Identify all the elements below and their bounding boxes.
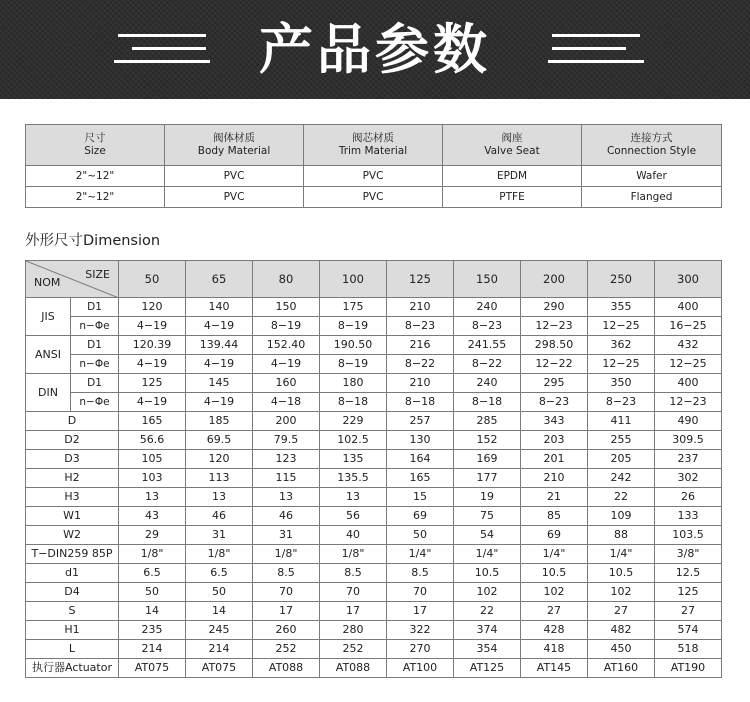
dimension-cell: 164 (387, 450, 454, 469)
dimension-cell: 4−19 (119, 355, 186, 374)
dimension-cell: 43 (119, 507, 186, 526)
dimension-cell: 102 (454, 583, 521, 602)
size-header-cell: 300 (655, 261, 722, 298)
dimension-row-label: D4 (26, 583, 119, 602)
dimension-cell: 120 (119, 298, 186, 317)
dimension-cell: 8−19 (320, 355, 387, 374)
dimension-cell: 8−22 (387, 355, 454, 374)
dimension-cell: 8.5 (253, 564, 320, 583)
dimension-cell: 210 (387, 298, 454, 317)
dimension-cell: 235 (119, 621, 186, 640)
dimension-cell: 4−19 (186, 393, 253, 412)
dimension-cell: 4−18 (253, 393, 320, 412)
dimension-cell: 31 (253, 526, 320, 545)
dimension-cell: 245 (186, 621, 253, 640)
dimension-cell: 210 (521, 469, 588, 488)
dimension-row-label: H2 (26, 469, 119, 488)
dimension-cell: 216 (387, 336, 454, 355)
dimension-row (26, 659, 722, 678)
dimension-cell: 175 (320, 298, 387, 317)
dimension-cell: 10.5 (454, 564, 521, 583)
dimension-cell: 200 (253, 412, 320, 431)
size-header-cell: 100 (320, 261, 387, 298)
dimension-cell: 139.44 (186, 336, 253, 355)
dimension-cell: 27 (655, 602, 722, 621)
dimension-cell: 1/4" (387, 545, 454, 564)
dimension-cell: 140 (186, 298, 253, 317)
dimension-cell: 240 (454, 374, 521, 393)
dimension-cell: 242 (588, 469, 655, 488)
dimension-row (26, 336, 722, 355)
dimension-cell: 102 (521, 583, 588, 602)
dimension-cell: 19 (454, 488, 521, 507)
dimension-cell: 343 (521, 412, 588, 431)
dimension-cell: 1/8" (253, 545, 320, 564)
dimension-cell: 113 (186, 469, 253, 488)
dimension-table (25, 260, 722, 678)
header-banner (0, 0, 750, 99)
material-cell: PVC (304, 166, 443, 187)
dimension-cell: 201 (521, 450, 588, 469)
size-header-cell: 50 (119, 261, 186, 298)
dimension-cell: 260 (253, 621, 320, 640)
dimension-row (26, 564, 722, 583)
dimension-cell: 518 (655, 640, 722, 659)
dimension-row-label: S (26, 602, 119, 621)
material-header-row (26, 125, 722, 166)
material-table (25, 124, 722, 208)
dimension-row (26, 621, 722, 640)
material-header-cell (26, 125, 165, 166)
dimension-row (26, 317, 722, 336)
dimension-cell: 85 (521, 507, 588, 526)
dimension-cell: 252 (253, 640, 320, 659)
dimension-cell: 12−23 (521, 317, 588, 336)
dimension-cell: 203 (521, 431, 588, 450)
dimension-cell: 12−25 (588, 317, 655, 336)
dimension-cell: 4−19 (119, 317, 186, 336)
material-header-cell (582, 125, 722, 166)
dimension-cell: 103.5 (655, 526, 722, 545)
dimension-cell: 13 (119, 488, 186, 507)
dimension-cell: 252 (320, 640, 387, 659)
dimension-cell: 8−23 (521, 393, 588, 412)
dimension-cell: 400 (655, 298, 722, 317)
header-label-zh: 尺寸 (84, 132, 106, 144)
dimension-cell: 4−19 (186, 317, 253, 336)
dimension-cell: AT088 (253, 659, 320, 678)
dimension-cell: 229 (320, 412, 387, 431)
dimension-row (26, 374, 722, 393)
size-header-cell: 200 (521, 261, 588, 298)
dimension-cell: 12−25 (588, 355, 655, 374)
dimension-cell: 70 (320, 583, 387, 602)
dimension-cell: 169 (454, 450, 521, 469)
dimension-cell: 237 (655, 450, 722, 469)
dimension-cell: 12−23 (655, 393, 722, 412)
dimension-row (26, 298, 722, 317)
dimension-cell: 13 (253, 488, 320, 507)
dimension-cell: 1/8" (186, 545, 253, 564)
standard-group-label: JIS (26, 298, 71, 336)
dimension-cell: 152 (454, 431, 521, 450)
dimension-cell: 12−25 (655, 355, 722, 374)
size-nom-corner-cell (26, 261, 119, 298)
dimension-row-label: D (26, 412, 119, 431)
dimension-cell: 8−18 (387, 393, 454, 412)
dimension-cell: 69 (521, 526, 588, 545)
dimension-cell: 120 (186, 450, 253, 469)
dimension-cell: 69 (387, 507, 454, 526)
dimension-cell: 177 (454, 469, 521, 488)
dimension-cell: AT088 (320, 659, 387, 678)
dimension-cell: 8.5 (320, 564, 387, 583)
dimension-row-label: D1 (71, 336, 119, 355)
corner-nom-label: NOM (34, 276, 61, 289)
dimension-cell: 88 (588, 526, 655, 545)
dimension-cell: 214 (186, 640, 253, 659)
dimension-cell: 50 (387, 526, 454, 545)
dimension-cell: 4−19 (253, 355, 320, 374)
dimension-cell: 241.55 (454, 336, 521, 355)
dimension-cell: 240 (454, 298, 521, 317)
dimension-cell: 8−22 (454, 355, 521, 374)
dimension-cell: 354 (454, 640, 521, 659)
dimension-row (26, 469, 722, 488)
dimension-cell: 1/4" (588, 545, 655, 564)
dimension-cell: 56 (320, 507, 387, 526)
header-label-en: Body Material (197, 145, 271, 157)
dimension-cell: 27 (521, 602, 588, 621)
dimension-cell: 1/8" (320, 545, 387, 564)
dimension-cell: 400 (655, 374, 722, 393)
dimension-cell: 17 (320, 602, 387, 621)
dimension-cell: 185 (186, 412, 253, 431)
dimension-row-label: n−Φe (71, 393, 119, 412)
dimension-row-label: d1 (26, 564, 119, 583)
header-label-en: Connection Style (606, 145, 697, 157)
dimension-row (26, 602, 722, 621)
dimension-cell: 75 (454, 507, 521, 526)
dimension-cell: 6.5 (119, 564, 186, 583)
dimension-cell: AT075 (186, 659, 253, 678)
material-cell: 2"~12" (26, 187, 165, 208)
dimension-row-label: W1 (26, 507, 119, 526)
dimension-row (26, 488, 722, 507)
page-title: 产品参数 (259, 18, 491, 81)
dimension-cell: 362 (588, 336, 655, 355)
dimension-cell: 8−19 (253, 317, 320, 336)
dimension-row (26, 450, 722, 469)
dimension-row-label: D1 (71, 374, 119, 393)
dimension-cell: 322 (387, 621, 454, 640)
dimension-cell: AT075 (119, 659, 186, 678)
dimension-cell: 17 (253, 602, 320, 621)
dimension-cell: 152.40 (253, 336, 320, 355)
dimension-title: 外形尺寸Dimension (25, 233, 161, 249)
dimension-cell: AT100 (387, 659, 454, 678)
dimension-cell: 165 (387, 469, 454, 488)
dimension-cell: 1/4" (521, 545, 588, 564)
dimension-header-row (26, 261, 722, 298)
dimension-row-label: D1 (71, 298, 119, 317)
dimension-cell: 8−18 (454, 393, 521, 412)
dimension-cell: 302 (655, 469, 722, 488)
dimension-cell: 14 (186, 602, 253, 621)
corner-size-label: SIZE (85, 268, 110, 281)
standard-group-label: ANSI (26, 336, 71, 374)
size-header-cell: 250 (588, 261, 655, 298)
dimension-row-label: T−DIN259 85P (26, 545, 119, 564)
dimension-cell: 13 (186, 488, 253, 507)
dimension-cell: 135 (320, 450, 387, 469)
material-cell: PTFE (443, 187, 582, 208)
dimension-row-label: W2 (26, 526, 119, 545)
dimension-cell: 22 (588, 488, 655, 507)
material-row (26, 187, 722, 208)
dimension-cell: 125 (655, 583, 722, 602)
dimension-row-label: D2 (26, 431, 119, 450)
dimension-row-label: n−Φe (71, 317, 119, 336)
dimension-cell: 432 (655, 336, 722, 355)
dimension-cell: 8−23 (387, 317, 454, 336)
dimension-row (26, 640, 722, 659)
dimension-row (26, 393, 722, 412)
material-row (26, 166, 722, 187)
dimension-cell: 26 (655, 488, 722, 507)
dimension-cell: 285 (454, 412, 521, 431)
dimension-row-label: D3 (26, 450, 119, 469)
dimension-cell: 70 (253, 583, 320, 602)
dimension-cell: 135.5 (320, 469, 387, 488)
dimension-cell: 15 (387, 488, 454, 507)
dimension-cell: 123 (253, 450, 320, 469)
dimension-cell: 270 (387, 640, 454, 659)
dimension-row (26, 412, 722, 431)
dimension-cell: 103 (119, 469, 186, 488)
dimension-cell: 214 (119, 640, 186, 659)
dimension-cell: 115 (253, 469, 320, 488)
size-header-cell: 125 (387, 261, 454, 298)
dimension-cell: 105 (119, 450, 186, 469)
dimension-cell: AT190 (655, 659, 722, 678)
dimension-cell: 21 (521, 488, 588, 507)
dimension-cell: 10.5 (521, 564, 588, 583)
dimension-cell: 56.6 (119, 431, 186, 450)
dimension-cell: 8−23 (454, 317, 521, 336)
dimension-cell: 109 (588, 507, 655, 526)
dimension-cell: 8.5 (387, 564, 454, 583)
dimension-cell: AT145 (521, 659, 588, 678)
dimension-cell: 130 (387, 431, 454, 450)
dimension-cell: 16−25 (655, 317, 722, 336)
dimension-cell: 29 (119, 526, 186, 545)
header-label-en: Size (84, 145, 106, 157)
material-cell: PVC (165, 187, 304, 208)
material-header-cell (165, 125, 304, 166)
dimension-cell: 450 (588, 640, 655, 659)
dimension-cell: 280 (320, 621, 387, 640)
dimension-cell: 12.5 (655, 564, 722, 583)
dimension-cell: 255 (588, 431, 655, 450)
header-label-en: Valve Seat (484, 145, 540, 157)
dimension-cell: 46 (253, 507, 320, 526)
dimension-cell: 13 (320, 488, 387, 507)
dimension-cell: 8−23 (588, 393, 655, 412)
dimension-cell: 210 (387, 374, 454, 393)
dimension-cell: 355 (588, 298, 655, 317)
size-header-cell: 150 (454, 261, 521, 298)
dimension-cell: AT160 (588, 659, 655, 678)
dimension-cell: 40 (320, 526, 387, 545)
dimension-cell: 4−19 (119, 393, 186, 412)
dimension-cell: 490 (655, 412, 722, 431)
dimension-row (26, 507, 722, 526)
dimension-cell: 298.50 (521, 336, 588, 355)
standard-group-label: DIN (26, 374, 71, 412)
material-cell: EPDM (443, 166, 582, 187)
dimension-row-label: H3 (26, 488, 119, 507)
dimension-row-label: 执行器Actuator (26, 659, 119, 678)
material-cell: PVC (304, 187, 443, 208)
material-cell: Flanged (582, 187, 722, 208)
dimension-cell: 8−18 (320, 393, 387, 412)
dimension-cell: 12−22 (521, 355, 588, 374)
dimension-cell: 418 (521, 640, 588, 659)
dimension-cell: 295 (521, 374, 588, 393)
header-label-zh: 阀体材质 (213, 132, 255, 144)
dimension-cell: 22 (454, 602, 521, 621)
dimension-row (26, 431, 722, 450)
dimension-cell: 70 (387, 583, 454, 602)
dimension-cell: 10.5 (588, 564, 655, 583)
dimension-cell: 145 (186, 374, 253, 393)
header-label-zh: 连接方式 (630, 132, 673, 144)
dimension-cell: 411 (588, 412, 655, 431)
dimension-cell: 3/8" (655, 545, 722, 564)
dimension-cell: 6.5 (186, 564, 253, 583)
dimension-cell: 160 (253, 374, 320, 393)
dimension-row-label: H1 (26, 621, 119, 640)
dimension-cell: 205 (588, 450, 655, 469)
dimension-row (26, 355, 722, 374)
dimension-cell: 1/8" (119, 545, 186, 564)
dimension-cell: 190.50 (320, 336, 387, 355)
dimension-row (26, 526, 722, 545)
dimension-cell: 102.5 (320, 431, 387, 450)
dimension-cell: 482 (588, 621, 655, 640)
dimension-cell: 79.5 (253, 431, 320, 450)
size-header-cell: 80 (253, 261, 320, 298)
dimension-row (26, 583, 722, 602)
dimension-cell: 31 (186, 526, 253, 545)
dimension-cell: 14 (119, 602, 186, 621)
dimension-cell: AT125 (454, 659, 521, 678)
dimension-cell: 8−19 (320, 317, 387, 336)
dimension-cell: 50 (186, 583, 253, 602)
dimension-cell: 46 (186, 507, 253, 526)
dimension-cell: 27 (588, 602, 655, 621)
dimension-row (26, 545, 722, 564)
dimension-cell: 120.39 (119, 336, 186, 355)
dimension-cell: 574 (655, 621, 722, 640)
material-header-cell (443, 125, 582, 166)
dimension-cell: 290 (521, 298, 588, 317)
header-label-en: Trim Material (338, 145, 408, 157)
dimension-cell: 374 (454, 621, 521, 640)
dimension-cell: 50 (119, 583, 186, 602)
dimension-cell: 257 (387, 412, 454, 431)
dimension-cell: 133 (655, 507, 722, 526)
dimension-cell: 309.5 (655, 431, 722, 450)
size-header-cell: 65 (186, 261, 253, 298)
header-label-zh: 阀座 (501, 132, 523, 144)
dimension-cell: 125 (119, 374, 186, 393)
dimension-row-label: L (26, 640, 119, 659)
dimension-cell: 1/4" (454, 545, 521, 564)
material-cell: Wafer (582, 166, 722, 187)
dimension-cell: 17 (387, 602, 454, 621)
dimension-cell: 102 (588, 583, 655, 602)
material-header-cell (304, 125, 443, 166)
decorative-lines-right (548, 34, 644, 64)
dimension-cell: 350 (588, 374, 655, 393)
material-cell: PVC (165, 166, 304, 187)
dimension-cell: 150 (253, 298, 320, 317)
header-label-zh: 阀芯材质 (352, 132, 394, 144)
dimension-row-label: n−Φe (71, 355, 119, 374)
dimension-cell: 4−19 (186, 355, 253, 374)
material-cell: 2"~12" (26, 166, 165, 187)
dimension-cell: 69.5 (186, 431, 253, 450)
dimension-cell: 54 (454, 526, 521, 545)
dimension-cell: 428 (521, 621, 588, 640)
dimension-cell: 180 (320, 374, 387, 393)
dimension-cell: 165 (119, 412, 186, 431)
